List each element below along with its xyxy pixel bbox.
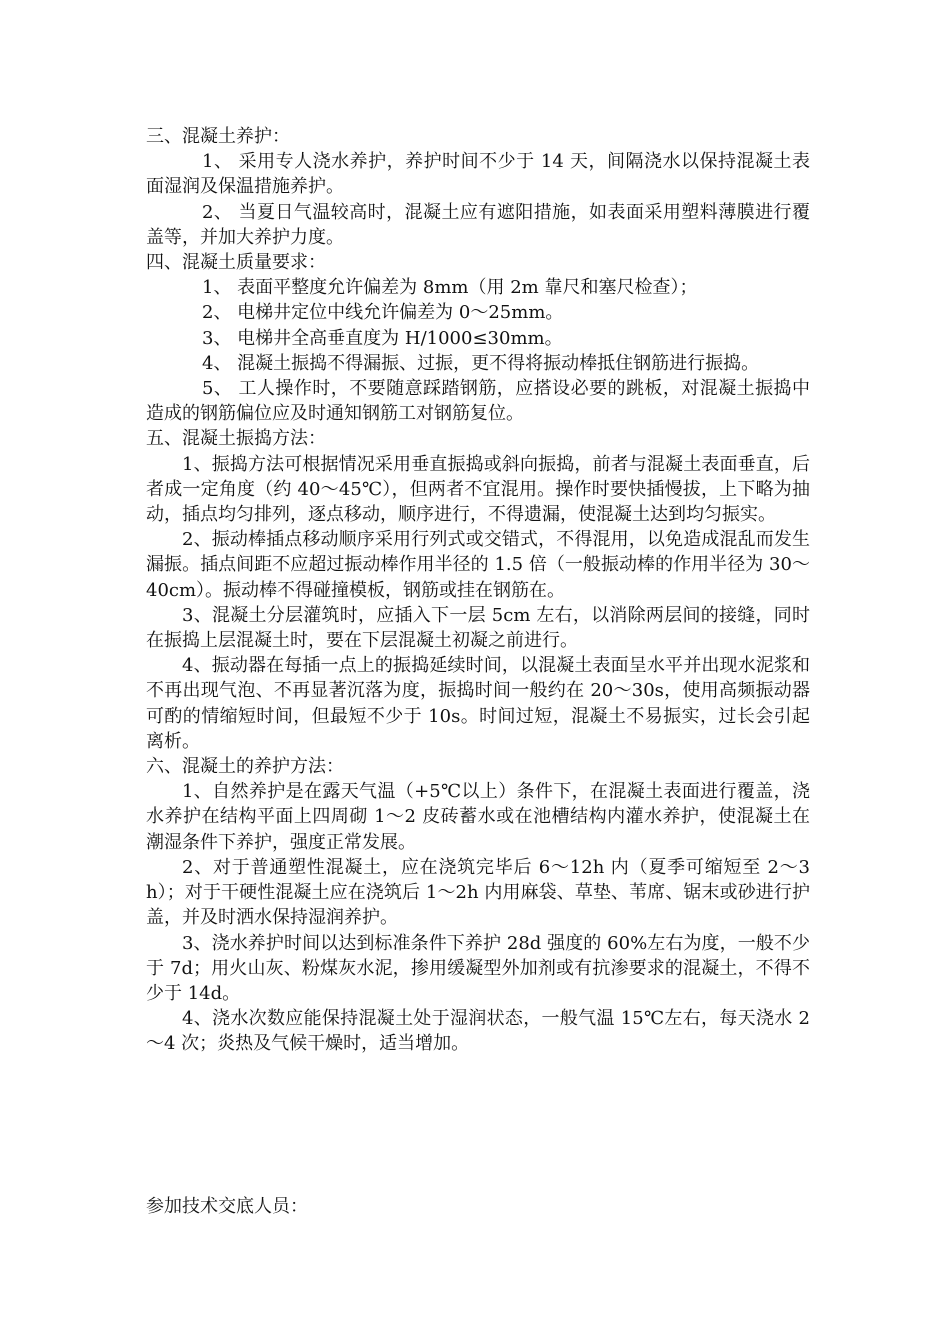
- paragraph: 4、 混凝土振捣不得漏振、过振，更不得将振动棒抵住钢筋进行振捣。: [202, 352, 760, 374]
- paragraph: 1、 表面平整度允许偏差为 8mm（用 2m 靠尺和塞尺检查）；: [202, 277, 698, 299]
- section-curing: [146, 124, 810, 250]
- paragraph: 4、振动器在每插一点上的振捣延续时间，以混凝土表面呈水平并出现水泥浆和不再出现气泡、不再显著沉落为度，振捣时间一般约在 20～30s，使用高频振动器可酌的情缩短时间，但最短不少于 10s。时间过短，混凝土不易振实，过长会引起离析。: [146, 655, 810, 752]
- paragraph: 1、振捣方法可根据情况采用垂直振捣或斜向振捣，前者与混凝土表面垂直，后者成一定角度（约 40～45℃），但两者不宜混用。操作时要快插慢拔，上下略为抽动，插点均匀排列，逐点移动，顺序进行，不得遗漏，使混凝土达到均匀振实。: [146, 453, 810, 526]
- section-quality-requirements: [146, 250, 810, 426]
- paragraph: 4、浇水次数应能保持混凝土处于湿润状态，一般气温 15℃左右，每天浇水 2～4 次；炎热及气候干燥时，适当增加。: [146, 1008, 810, 1055]
- paragraph: 3、混凝土分层灌筑时，应插入下一层 5cm 左右，以消除两层间的接缝，同时在振捣上层混凝土时，要在下层混凝土初凝之前进行。: [146, 604, 810, 652]
- section-heading: 六、混凝土的养护方法：: [146, 756, 344, 778]
- section-heading: 五、混凝土振捣方法：: [146, 428, 326, 450]
- section-curing-method: [146, 754, 810, 1056]
- paragraph: 5、 工人操作时，不要随意踩踏钢筋，应搭设必要的跳板，对混凝土振捣中造成的钢筋偏位应及时通知钢筋工对钢筋复位。: [146, 378, 810, 425]
- paragraph: 3、浇水养护时间以达到标准条件下养护 28d 强度的 60%左右为度，一般不少于 7d；用火山灰、粉煤灰水泥，掺用缓凝型外加剂或有抗渗要求的混凝土，不得不少于 14d。: [146, 932, 810, 1004]
- paragraph: 3、 电梯井全高垂直度为 H/1000≤30mm。: [202, 327, 563, 349]
- paragraph: 2、振动棒插点移动顺序采用行列式或交错式，不得混用，以免造成混乱而发生漏振。插点间距不应超过振动棒作用半径的 1.5 倍（一般振动棒的作用半径为 30～40cm）。振动棒不得碰撞模板，钢筋或挂在钢筋在。: [146, 529, 810, 601]
- paragraph: 2、对于普通塑性混凝土，应在浇筑完毕后 6～12h 内（夏季可缩短至 2～3h）；对于干硬性混凝土应在浇筑后 1～2h 内用麻袋、草垫、苇席、锯末或砂进行护盖，并及时洒水保持湿润养护。: [146, 856, 810, 929]
- section-heading: 三、混凝土养护：: [146, 126, 290, 147]
- section-heading: 四、混凝土质量要求：: [146, 252, 326, 274]
- paragraph: 2、 电梯井定位中线允许偏差为 0～25mm。: [202, 302, 564, 324]
- paragraph: 1、 采用专人浇水养护，养护时间不少于 14 天，间隔浇水以保持混凝土表面湿润及保温措施养护。: [146, 151, 810, 198]
- paragraph: 2、 当夏日气温较高时，混凝土应有遮阳措施，如表面采用塑料薄膜进行覆盖等，并加大养护力度。: [146, 201, 810, 248]
- paragraph: 1、自然养护是在露天气温（+5℃以上）条件下，在混凝土表面进行覆盖，浇水养护在结构平面上四周砌 1～2 皮砖蓄水或在池槽结构内灌水养护，使混凝土在潮湿条件下养护，强度正常发展。: [146, 781, 810, 853]
- document-body: [146, 124, 810, 1057]
- signature-label: 参加技术交底人员：: [146, 1196, 308, 1217]
- section-vibration-method: [146, 426, 810, 754]
